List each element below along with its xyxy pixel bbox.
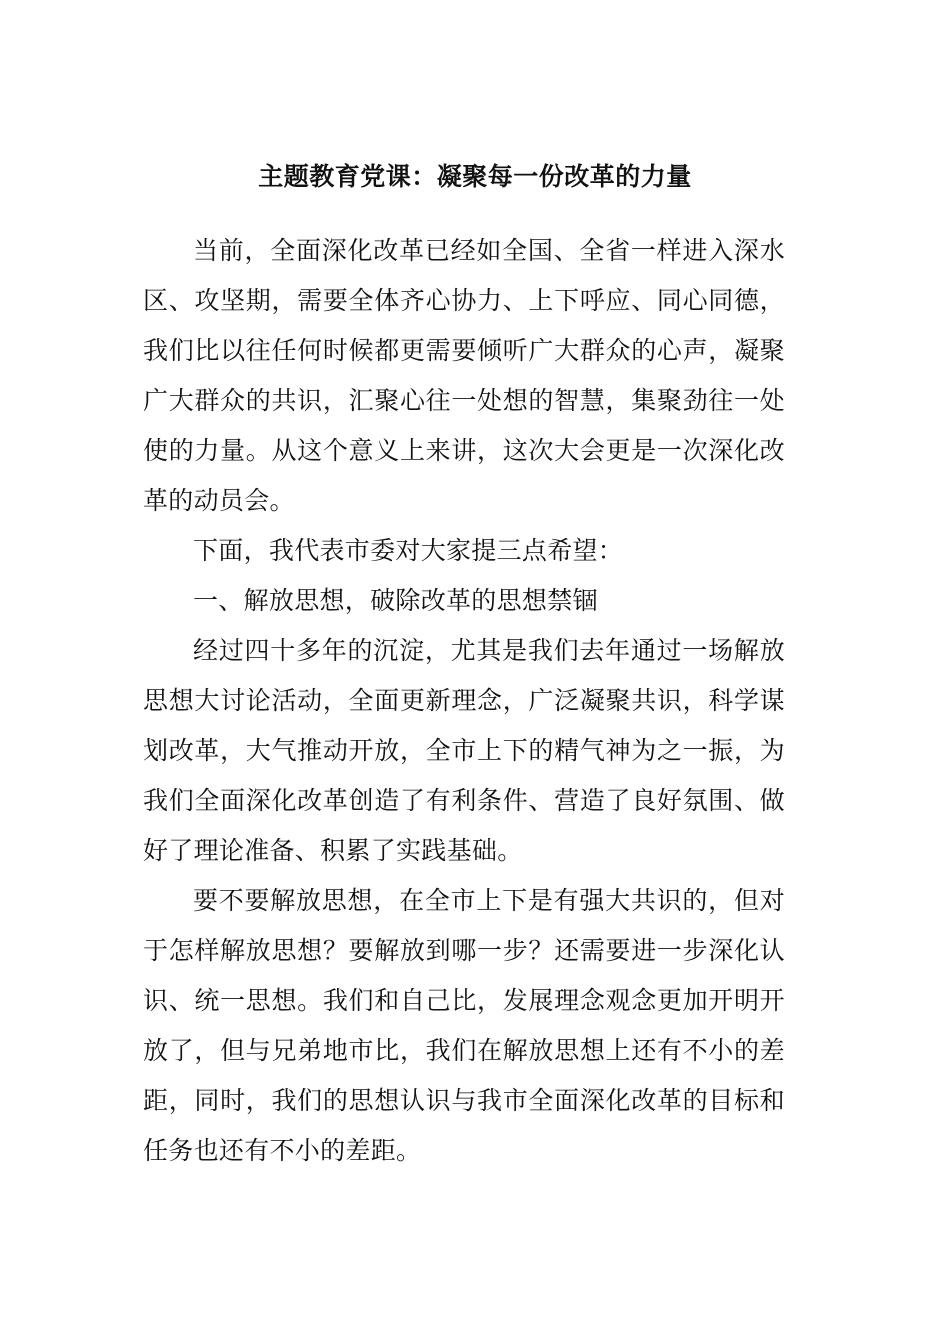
paragraph-background: 经过四十多年的沉淀，尤其是我们去年通过一场解放思想大讨论活动，全面更新理念，广泛凝聚共识，科学谋划改革，大气推动开放，全市上下的精气神为之一振，为我们全面深化改革创造了有利条件、营造了良好氛围、做好了理论准备、积累了实践基础。 xyxy=(143,636,785,865)
paragraph-gap: 要不要解放思想，在全市上下是有强大共识的，但对于怎样解放思想？要解放到哪一步？还需要进一步深化认识、统一思想。我们和自己比，发展理念观念更加开明开放了，但与兄弟地市比，我们在解放思想上还有不小的差距，同时，我们的思想认识与我市全面深化改革的目标和任务也还有不小的差距。 xyxy=(143,886,785,1165)
document-title: 主题教育党课：凝聚每一份改革的力量 xyxy=(258,162,692,191)
section-heading-one: 一、解放思想，破除改革的思想禁锢 xyxy=(193,586,598,615)
paragraph-intro: 当前，全面深化改革已经如全国、全省一样进入深水区、攻坚期，需要全体齐心协力、上下呼应、同心同德，我们比以往任何时候都更需要倾听广大群众的心声，凝聚广大群众的共识，汇聚心往一处想的智慧，集聚劲往一处使的力量。从这个意义上来讲，这次大会更是一次深化改革的动员会。 xyxy=(143,236,785,515)
document-body xyxy=(143,226,785,1176)
paragraph-hopes: 下面，我代表市委对大家提三点希望： xyxy=(193,536,624,565)
